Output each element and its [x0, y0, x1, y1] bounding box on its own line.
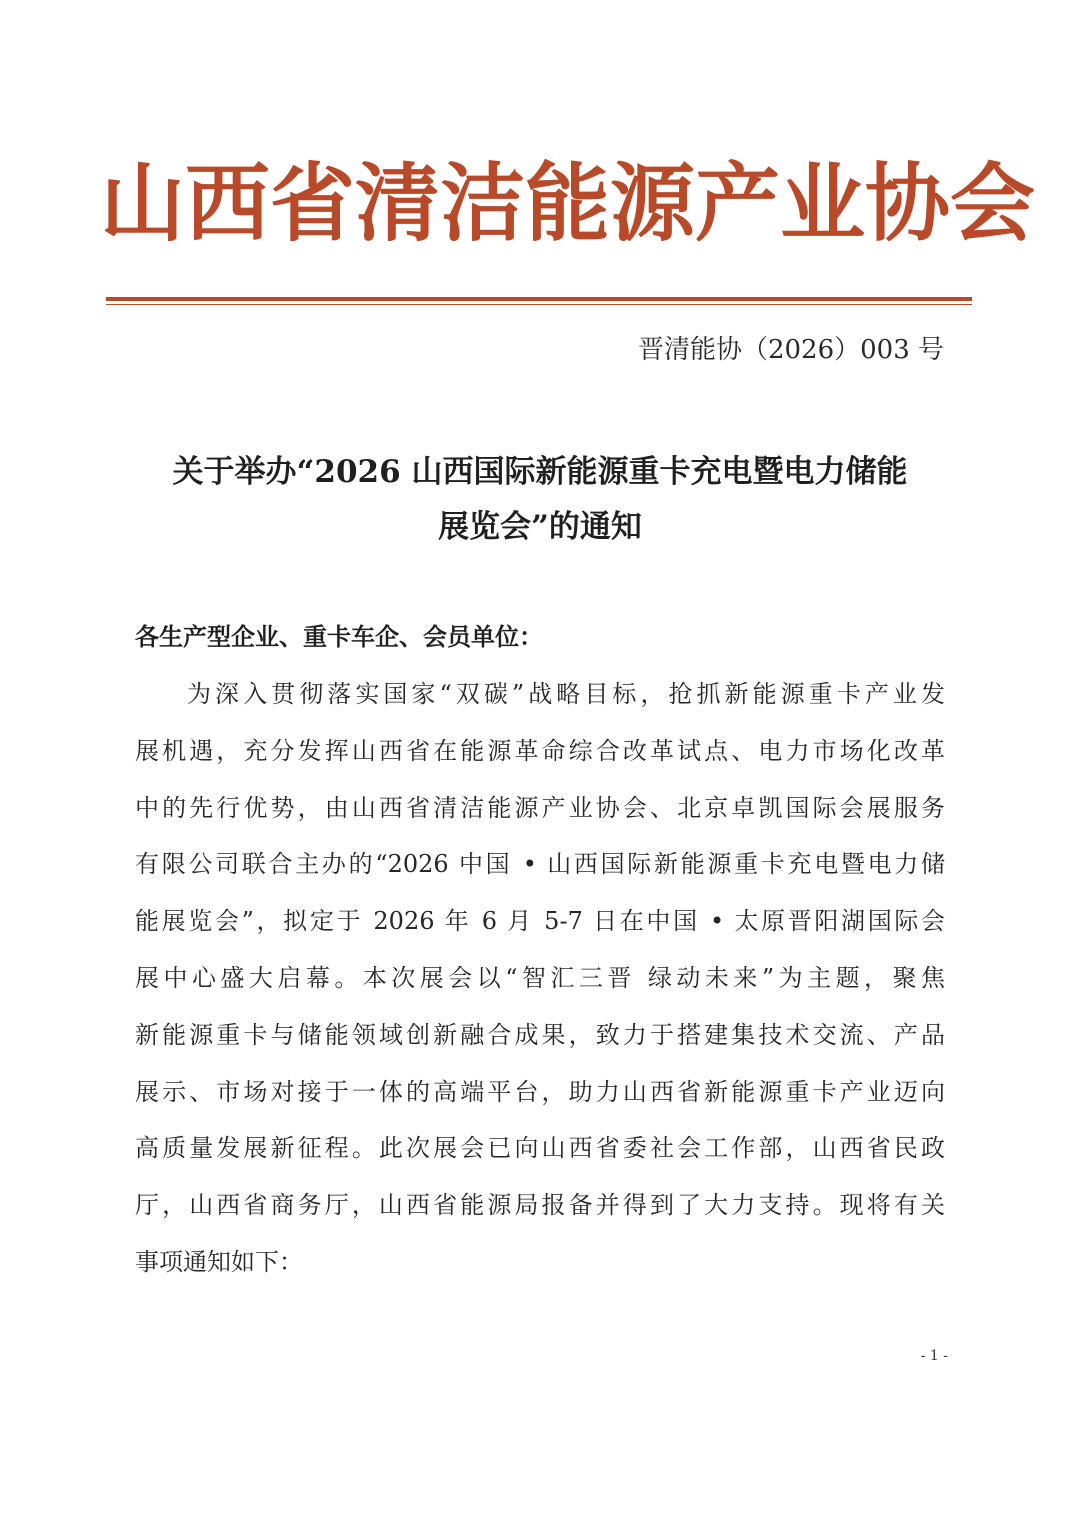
body-line: 展机遇，充分发挥山西省在能源革命综合改革试点、电力市场化改革	[135, 736, 945, 765]
body-line: 为深入贯彻落实国家“双碳”战略目标，抢抓新能源重卡产业发	[187, 680, 945, 708]
body-line: 有限公司联合主办的“2026 中国 • 山西国际新能源重卡充电暨电力储	[135, 850, 945, 879]
page-number: - 1 -	[920, 1348, 948, 1364]
document-number: 晋清能协（2026）003 号	[637, 335, 944, 365]
document-title-line-2: 展览会”的通知	[438, 509, 642, 545]
body-line: 新能源重卡与储能领域创新融合成果，致力于搭建集技术交流、产品	[135, 1020, 945, 1049]
body-line: 事项通知如下：	[135, 1247, 303, 1276]
letterhead-divider-thin	[106, 304, 972, 305]
body-line: 中的先行优势，由山西省清洁能源产业协会、北京卓凯国际会展服务	[135, 793, 945, 822]
body-line: 能展览会”，拟定于 2026 年 6 月 5-7 日在中国 • 太原晋阳湖国际会	[135, 907, 945, 936]
body-line: 展示、市场对接于一体的高端平台，助力山西省新能源重卡产业迈向	[135, 1077, 945, 1106]
body-paragraph	[135, 666, 945, 1291]
body-line: 高质量发展新征程。此次展会已向山西省委社会工作部，山西省民政	[135, 1134, 945, 1163]
body-line: 展中心盛大启幕。本次展会以“智汇三晋 绿动未来”为主题，聚焦	[135, 963, 945, 992]
document-title-line-1: 关于举办“2026 山西国际新能源重卡充电暨电力储能	[172, 454, 908, 490]
salutation: 各生产型企业、重卡车企、会员单位：	[135, 622, 543, 651]
organization-letterhead: 山西省清洁能源产业协会	[100, 155, 1036, 254]
body-line: 厅，山西省商务厅，山西省能源局报备并得到了大力支持。现将有关	[135, 1191, 945, 1220]
letterhead-divider-thick	[106, 297, 972, 301]
